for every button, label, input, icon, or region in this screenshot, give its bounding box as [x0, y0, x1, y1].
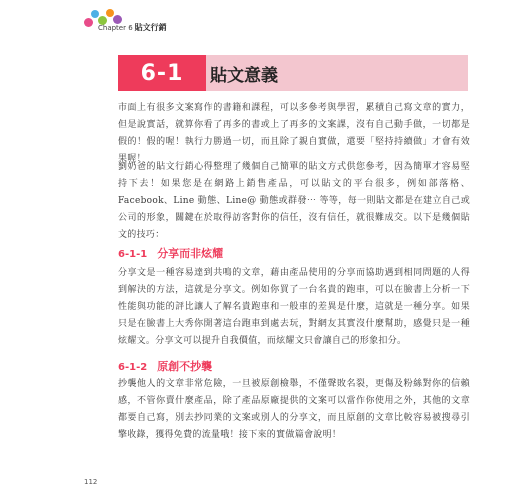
chapter-label [98, 22, 167, 33]
section-title: 貼文意義 [210, 65, 278, 86]
paragraph-tips-intro: 劉奶爸的貼文行銷心得整理了幾個自己簡單的貼文方式供您參考，因為簡單才容易堅持下去！如果您是在網路上銷售產品，可以貼文的平台很多，例如部落格、Facebook、Line 動態、Line@ 動態或群發⋯ 等等，每一則貼文都是在建立自己或公司的形象，關鍵在於取得訪客對你的信任，沒有信任，就很難成交。以下是幾個貼文的技巧： [118, 162, 470, 240]
subsection-heading-share [118, 242, 223, 261]
subsection-heading-original [118, 355, 212, 374]
chapter-number: Chapter 6 [98, 24, 133, 32]
subsection-number: 6-1-1 [118, 249, 148, 260]
paragraph-original: 抄襲他人的文章非常危險，一旦被原創檢舉，不僅聲敗名裂，更傷及粉絲對你的信賴感，不管你賣什麼產品，除了產品原廠提供的文案可以當作你使用之外，其他的文章都要自己寫，別去抄同業的文案或別人的分享文，而且原創的文章比較容易被搜尋引擎收錄，獲得免費的流量哦！接下來的實做篇會說明！ [118, 379, 470, 440]
page-number: 112 [84, 478, 98, 486]
chapter-title: 貼文行銷 [134, 23, 167, 32]
paragraph-intro: 市面上有很多文案寫作的書籍和課程，可以多參考與學習，累積自己寫文章的實力，但是說實話，就算你看了再多的書或上了再多的文案課，沒有自己動手做，一切都是假的！假的喔！執行力勝過一切，而且除了親自實做，還要「堅持持續做」才會有效果喔！ [118, 103, 470, 164]
subsection-number: 6-1-2 [118, 362, 148, 373]
section-number: 6-1 [118, 55, 206, 91]
subsection-title: 分享而非炫耀 [157, 247, 224, 260]
paragraph-share: 分享文是一種容易達到共鳴的文章，藉由產品使用的分享而協助遇到相同問題的人得到解決的方法，這就是分享文。例如你買了一台名貴的跑車，可以在臉書上分析一下性能與功能的評比讓人了解名貴跑車和一般車的差異是什麼，這就是一種分享。如果只是在臉書上大秀你開著這台跑車到處去玩，對網友其實沒什麼幫助，感覺只是一種炫耀文。分享文可以提升自我價值，而炫耀文只會讓自己的形象扣分。 [118, 268, 470, 346]
subsection-title: 原創不抄襲 [157, 360, 213, 373]
